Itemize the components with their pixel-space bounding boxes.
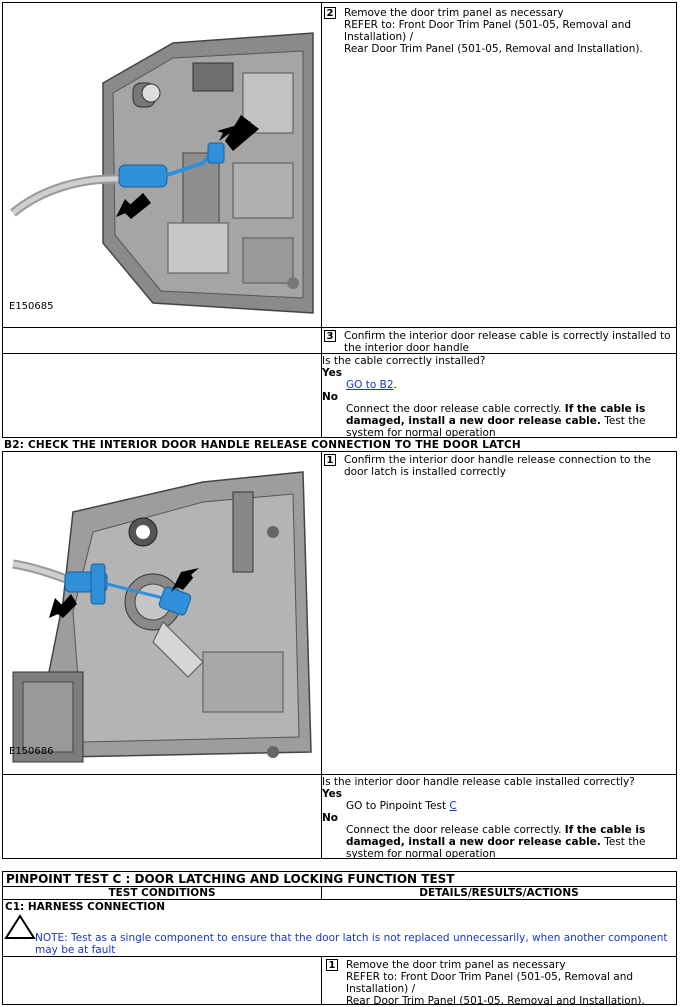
column-header-left <box>2 886 322 900</box>
yes-label: Yes <box>322 788 343 800</box>
step-3-cell <box>321 327 677 354</box>
note-text: Test as a single component to ensure that the door latch is not replaced unnecessarily, when another component may be at fault <box>35 932 668 956</box>
result-question: Is the interior door handle release cable installed correctly? <box>322 776 635 788</box>
link-suffix: . <box>393 379 397 391</box>
result-question: Is the cable correctly installed? <box>322 355 486 367</box>
c1-heading-row <box>2 899 677 957</box>
c1-step-cell <box>321 956 677 1005</box>
no-action-text-2: Test the system for normal operation <box>346 415 646 439</box>
result-cell-1 <box>321 353 677 438</box>
b2-step-cell <box>321 451 677 775</box>
step-number: 1 <box>324 454 336 466</box>
door-latch-illustration <box>3 452 321 774</box>
step-number: 3 <box>324 330 336 342</box>
empty-cell <box>2 774 322 859</box>
no-action-text-2: Test the system for normal operation <box>346 836 646 860</box>
empty-cell <box>2 327 322 354</box>
pinpoint-test-c-link[interactable]: C <box>449 800 457 812</box>
b2-heading: B2: CHECK THE INTERIOR DOOR HANDLE RELEASE CONNECTION TO THE DOOR LATCH <box>4 439 521 451</box>
go-to-b2-link[interactable]: GO to B2 <box>346 379 394 391</box>
figure-label-1: E150685 <box>9 301 54 312</box>
empty-cell <box>2 956 322 1005</box>
step-number: 1 <box>326 959 338 971</box>
step-text: Remove the door trim panel as necessary <box>344 7 564 19</box>
empty-cell <box>2 353 322 438</box>
figure-cell-1 <box>2 2 322 328</box>
result-cell-2 <box>321 774 677 859</box>
figure-cell-2 <box>2 451 322 775</box>
no-action-text: Connect the door release cable correctly. <box>346 403 562 415</box>
no-action-text: Connect the door release cable correctly. <box>346 824 562 836</box>
column-header-left-text: TEST CONDITIONS <box>108 887 216 899</box>
refer-text-2: Rear Door Trim Panel (501-05, Removal and Installation). <box>344 43 643 55</box>
column-header-right-text: DETAILS/RESULTS/ACTIONS <box>419 887 579 899</box>
refer-text-2: Rear Door Trim Panel (501-05, Removal and Installation). <box>346 995 645 1007</box>
c1-heading: C1: HARNESS CONNECTION <box>5 901 166 913</box>
pinpoint-c-title-text: PINPOINT TEST C : DOOR LATCHING AND LOCKING FUNCTION TEST <box>6 872 455 886</box>
no-action-warning: If the cable is damaged, install a new door release cable. <box>346 824 646 848</box>
warning-triangle-icon <box>4 914 36 940</box>
note-label: NOTE: <box>35 932 68 944</box>
note-block <box>3 914 675 956</box>
yes-label: Yes <box>322 367 343 379</box>
column-header-right <box>321 886 677 900</box>
yes-action-text: GO to Pinpoint Test <box>346 800 450 812</box>
pinpoint-c-title <box>2 871 677 887</box>
step-2-cell <box>321 2 677 328</box>
step-text: Confirm the interior door release cable is correctly installed to the interior door handle <box>344 330 671 354</box>
refer-text: REFER to: Front Door Trim Panel (501-05, Removal and Installation) / <box>346 971 634 995</box>
no-action-warning: If the cable is damaged, install a new door release cable. <box>346 403 646 427</box>
refer-text: REFER to: Front Door Trim Panel (501-05, Removal and Installation) / <box>344 19 632 43</box>
no-label: No <box>322 812 339 824</box>
figure-label-2: E150686 <box>9 746 54 757</box>
step-text: Confirm the interior door handle release connection to the door latch is installed correctly <box>344 454 651 478</box>
step-number: 2 <box>324 7 336 19</box>
no-label: No <box>322 391 339 403</box>
step-text: Remove the door trim panel as necessary <box>346 959 566 971</box>
door-handle-cable-illustration <box>3 3 321 327</box>
